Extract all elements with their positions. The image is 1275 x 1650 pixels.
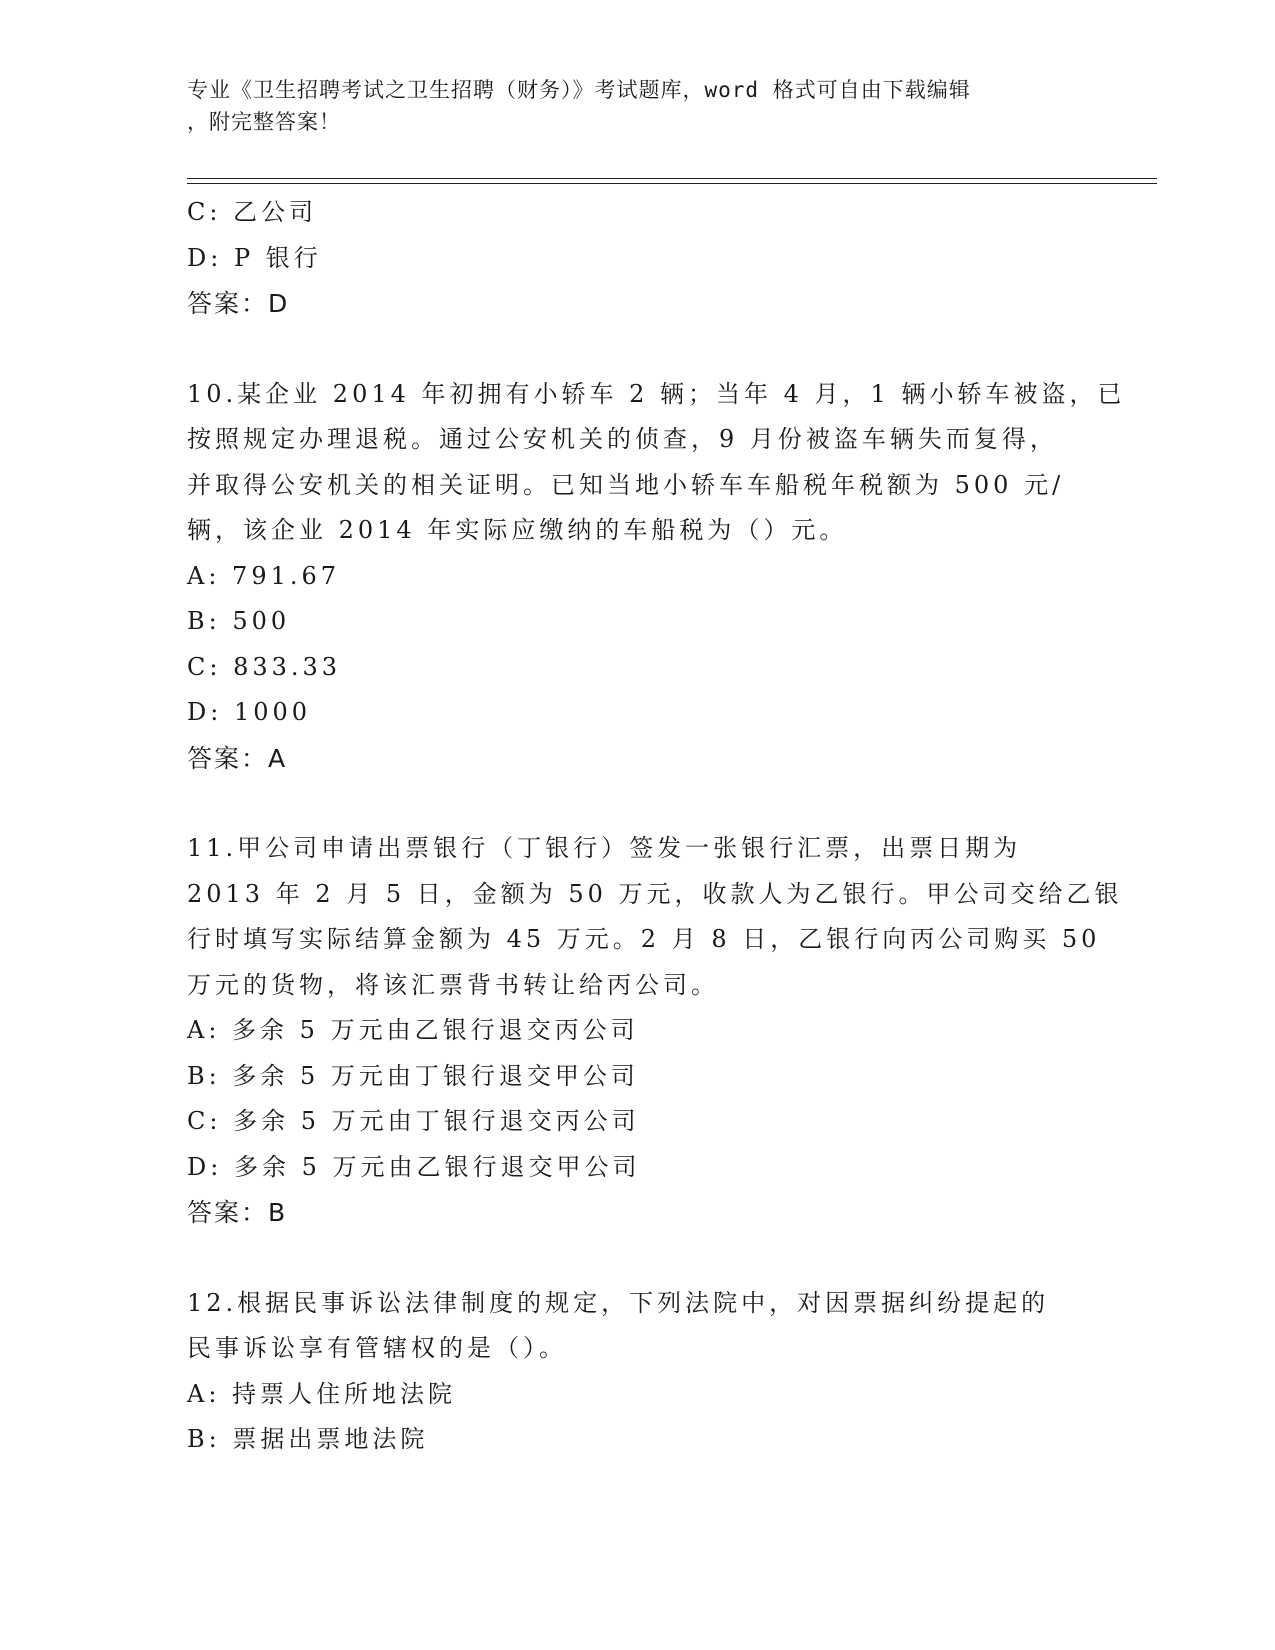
question-10 — [187, 372, 1126, 782]
option-a: A: 持票人住所地法院 — [187, 1379, 457, 1408]
question-text-line: 2013 年 2 月 5 日，金额为 50 万元，收款人为乙银行。甲公司交给乙银 — [187, 879, 1123, 908]
question-text-line: 并取得公安机关的相关证明。已知当地小轿车车船税年税额为 500 元/ — [187, 470, 1065, 499]
option-b: B: 多余 5 万元由丁银行退交甲公司 — [187, 1061, 639, 1090]
header-rule-top — [187, 178, 1157, 179]
option-c: C: 833.33 — [187, 652, 342, 681]
question-content — [187, 190, 1126, 1463]
question-text-line: 按照规定办理退税。通过公安机关的侦查，9 月份被盗车辆失而复得， — [187, 425, 1058, 453]
question-text-line: 民事诉讼享有管辖权的是（）。 — [187, 1334, 567, 1362]
question-text-line: 万元的货物，将该汇票背书转让给丙公司。 — [187, 970, 719, 999]
question-text-line: 10.某企业 2014 年初拥有小轿车 2 辆；当年 4 月，1 辆小轿车被盗，已 — [187, 379, 1126, 408]
document-header — [187, 74, 1067, 138]
question-text-line: 12.根据民事诉讼法律制度的规定，下列法院中，对因票据纠纷提起的 — [187, 1288, 1050, 1317]
header-rule-bottom — [187, 183, 1157, 184]
answer-line: 答案：A — [187, 743, 288, 773]
question-12 — [187, 1281, 1087, 1463]
option-b: B: 票据出票地法院 — [187, 1425, 429, 1453]
question-11 — [187, 826, 1123, 1236]
header-line-2: ，附完整答案！ — [187, 110, 341, 134]
option-a: A: 多余 5 万元由乙银行退交丙公司 — [187, 1016, 639, 1044]
option-c: C: 乙公司 — [187, 198, 318, 226]
question-text-line: 辆，该企业 2014 年实际应缴纳的车船税为（）元。 — [187, 516, 848, 544]
header-line-1: 专业《卫生招聘考试之卫生招聘（财务）》考试题库，word 格式可自由下载编辑 — [187, 78, 971, 102]
option-b: B: 500 — [187, 607, 291, 635]
option-d: D: 多余 5 万元由乙银行退交甲公司 — [187, 1152, 641, 1181]
prev-question-tail — [187, 190, 1087, 327]
answer-line: 答案：D — [187, 289, 290, 318]
answer-line: 答案：B — [187, 1198, 288, 1227]
option-d: D: P 银行 — [187, 243, 322, 272]
option-c: C: 多余 5 万元由丁银行退交丙公司 — [187, 1107, 640, 1135]
option-a: A: 791.67 — [187, 561, 341, 590]
question-text-line: 行时填写实际结算金额为 45 万元。2 月 8 日，乙银行向丙公司购买 50 — [187, 925, 1101, 953]
option-d: D: 1000 — [187, 698, 312, 726]
question-text-line: 11.甲公司申请出票银行（丁银行）签发一张银行汇票，出票日期为 — [187, 834, 1022, 862]
